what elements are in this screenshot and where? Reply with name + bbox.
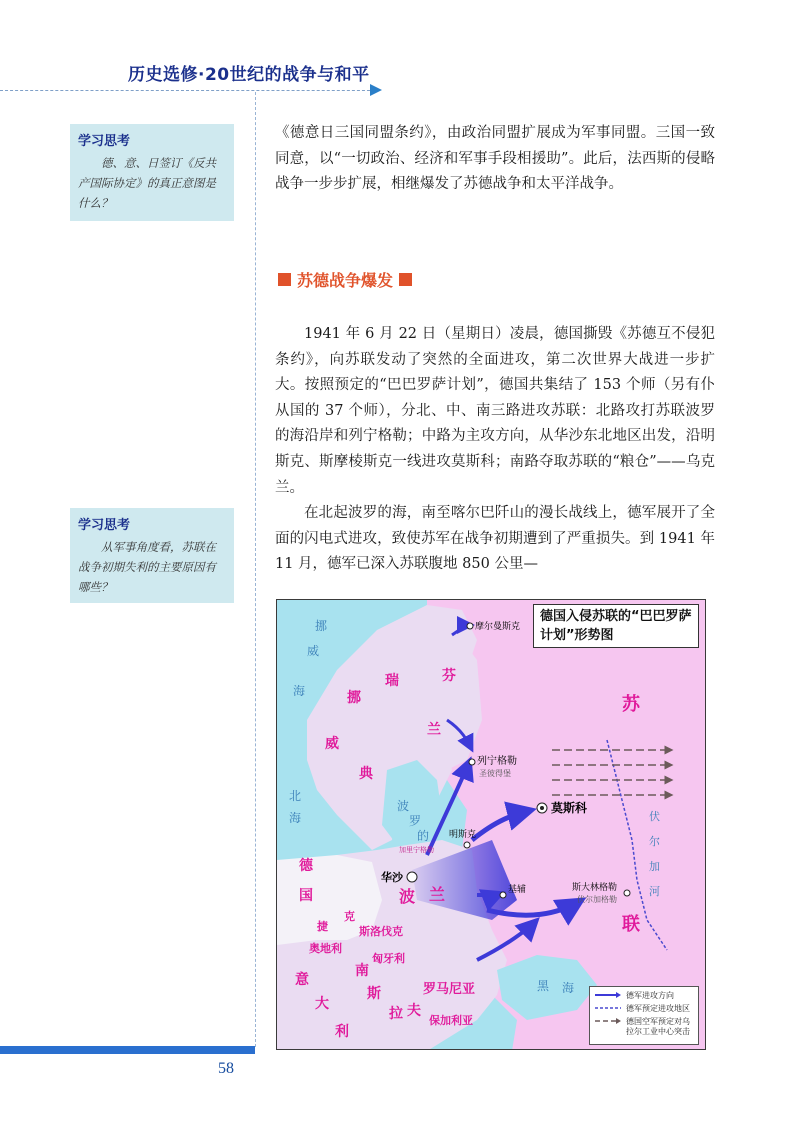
- footer-bar: [0, 1046, 255, 1054]
- legend-label-attack: 德军进攻方向: [626, 991, 674, 1000]
- city-label-kiev: 基辅: [508, 885, 527, 895]
- city-label-murmansk: 摩尔曼斯克: [475, 622, 521, 632]
- country-label-yugoslavia-2: 斯: [367, 986, 381, 1002]
- section-heading: [278, 268, 412, 291]
- header-arrow-icon: [370, 84, 382, 96]
- country-label-czech-2: 克: [344, 910, 355, 923]
- river-label-volga-3: 加: [649, 860, 660, 873]
- country-label-yugoslavia-3: 拉: [389, 1006, 403, 1022]
- city-label-konigsberg: 加里宁格勒: [399, 846, 434, 854]
- sea-label-black-1: 黑: [537, 979, 550, 993]
- kiev-dot: [500, 892, 506, 898]
- leningrad-dot: [469, 759, 475, 765]
- sea-label-norwegian-1: 挪: [315, 619, 328, 633]
- map-svg: [277, 600, 706, 1050]
- legend-arrow-icon: [594, 991, 622, 999]
- page-number: 58: [218, 1060, 234, 1077]
- country-label-norway-2: 威: [325, 736, 339, 752]
- section-title: 苏德战争爆发: [297, 271, 394, 290]
- moscow-center-dot: [540, 806, 544, 810]
- margin-divider: [255, 92, 256, 1047]
- header-divider: [0, 90, 375, 91]
- legend-row-attack: [594, 991, 694, 1001]
- sea-label-black-2: 海: [562, 981, 575, 995]
- country-label-hungary: 匈牙利: [372, 952, 405, 965]
- map-legend: [589, 986, 699, 1045]
- sea-label-baltic-1: 波: [397, 799, 410, 813]
- city-label-moscow: 莫斯科: [551, 801, 588, 815]
- country-label-germany-2: 国: [299, 888, 313, 904]
- warsaw-dot: [407, 872, 417, 882]
- country-label-yugoslavia-4: 夫: [407, 1003, 421, 1019]
- sea-label-baltic-2: 罗: [409, 814, 422, 828]
- country-label-italy-3: 利: [335, 1024, 349, 1040]
- minsk-dot: [464, 842, 470, 848]
- country-label-austria: 奥地利: [309, 942, 342, 955]
- country-label-slovakia: 斯洛伐克: [359, 925, 403, 938]
- study-think-box-1: [70, 124, 234, 221]
- map-title: 德国入侵苏联的“巴巴罗萨计划”形势图: [533, 604, 699, 648]
- attack-arrow-kiev: [477, 893, 502, 895]
- murmansk-dot: [467, 623, 473, 629]
- city-label-warsaw: 华沙: [381, 871, 403, 884]
- sea-label-norwegian-3: 海: [293, 684, 306, 698]
- intro-paragraph: 《德意日三国同盟条约》，由政治同盟扩展成为军事同盟。三国一致同意，以“一切政治、经济和军事手段相援助”。此后，法西斯的侵略战争一步步扩展，相继爆发了苏德战争和太平洋战争。: [275, 125, 715, 193]
- country-label-czech-1: 捷: [317, 920, 328, 933]
- sea-label-baltic-3: 的: [417, 829, 430, 843]
- sea-label-norwegian-2: 威: [307, 644, 320, 658]
- city-label-minsk: 明斯克: [449, 830, 477, 840]
- country-label-poland-1: 波: [399, 887, 416, 906]
- country-label-yugoslavia-1: 南: [355, 963, 369, 979]
- city-label-leningrad-sub: 圣彼得堡: [479, 769, 511, 778]
- country-label-finland-1: 芬: [442, 668, 456, 684]
- barbarossa-map: [276, 599, 706, 1050]
- think-box-text: 德、意、日签订《反共产国际协定》的真正意图是什么？: [78, 156, 216, 210]
- think-box-title: 学习思考: [78, 134, 131, 149]
- sea-label-north-2: 海: [289, 811, 302, 825]
- country-label-sweden-1: 瑞: [385, 673, 399, 689]
- think-box-title: 学习思考: [78, 518, 131, 533]
- study-think-box-2: [70, 508, 234, 603]
- paragraph-barbarossa: 1941 年 6 月 22 日（星期日）凌晨，德国撕毁《苏德互不侵犯条约》，向苏联发动了突然的全面进攻，第二次世界大战进一步扩大。按照预定的“巴巴罗萨计划”，德国共集结了 153 个师（另有仆从国的 37 个师），分北、中、南三路进攻苏联：北路攻打苏联波罗的海沿岸和列宁格勒；中路为主攻方向，从华沙东北地区出发，沿明斯克、斯摩棱斯克一线进攻莫斯科；南路夺取苏联的“粮仓”——乌克兰。: [275, 326, 715, 496]
- country-label-ussr-2: 联: [622, 914, 640, 935]
- country-label-italy-2: 大: [315, 996, 329, 1012]
- country-label-finland-2: 兰: [427, 722, 441, 738]
- body-text: [275, 322, 715, 578]
- book-title: 历史选修·20世纪的战争与和平: [128, 65, 370, 85]
- intro-paragraph-block: [275, 121, 715, 198]
- country-label-bulgaria: 保加利亚: [429, 1014, 473, 1027]
- river-label-volga-4: 河: [649, 885, 660, 898]
- section-square-icon: [278, 273, 291, 286]
- country-label-poland-2: 兰: [429, 885, 446, 904]
- river-label-volga-2: 尔: [649, 835, 660, 848]
- legend-row-planned: [594, 1004, 694, 1014]
- paragraph-blitzkrieg: 在北起波罗的海，南至喀尔巴阡山的漫长战线上，德军展开了全面的闪电式进攻，致使苏军在战争初期遭到了严重损失。到 1941 年 11 月，德军已深入苏联腹地 850 公里—: [275, 505, 715, 573]
- country-label-germany-1: 德: [299, 858, 313, 874]
- legend-label-air: 德国空军预定对乌拉尔工业中心突击: [626, 1017, 690, 1036]
- city-label-stalingrad: 斯大林格勒: [572, 883, 618, 893]
- legend-label-planned: 德军预定进攻地区: [626, 1004, 690, 1013]
- country-label-romania: 罗马尼亚: [423, 982, 476, 997]
- river-label-volga-1: 伏: [649, 810, 660, 823]
- country-label-ussr-1: 苏: [622, 694, 640, 715]
- country-label-norway-1: 挪: [347, 690, 361, 706]
- legend-row-air: [594, 1017, 694, 1037]
- city-label-leningrad: 列宁格勒: [477, 756, 517, 767]
- stalingrad-dot: [624, 890, 630, 896]
- city-label-stalingrad-sub: 伏尔加格勒: [577, 895, 617, 904]
- country-label-sweden-2: 典: [359, 766, 373, 782]
- sea-label-north-1: 北: [289, 789, 302, 803]
- legend-air-arrow-icon: [594, 1017, 622, 1025]
- think-box-text: 从军事角度看，苏联在战争初期失利的主要原因有哪些？: [78, 540, 216, 594]
- section-square-icon: [399, 273, 412, 286]
- legend-dashed-line-icon: [594, 1004, 622, 1012]
- country-label-italy-1: 意: [295, 972, 309, 988]
